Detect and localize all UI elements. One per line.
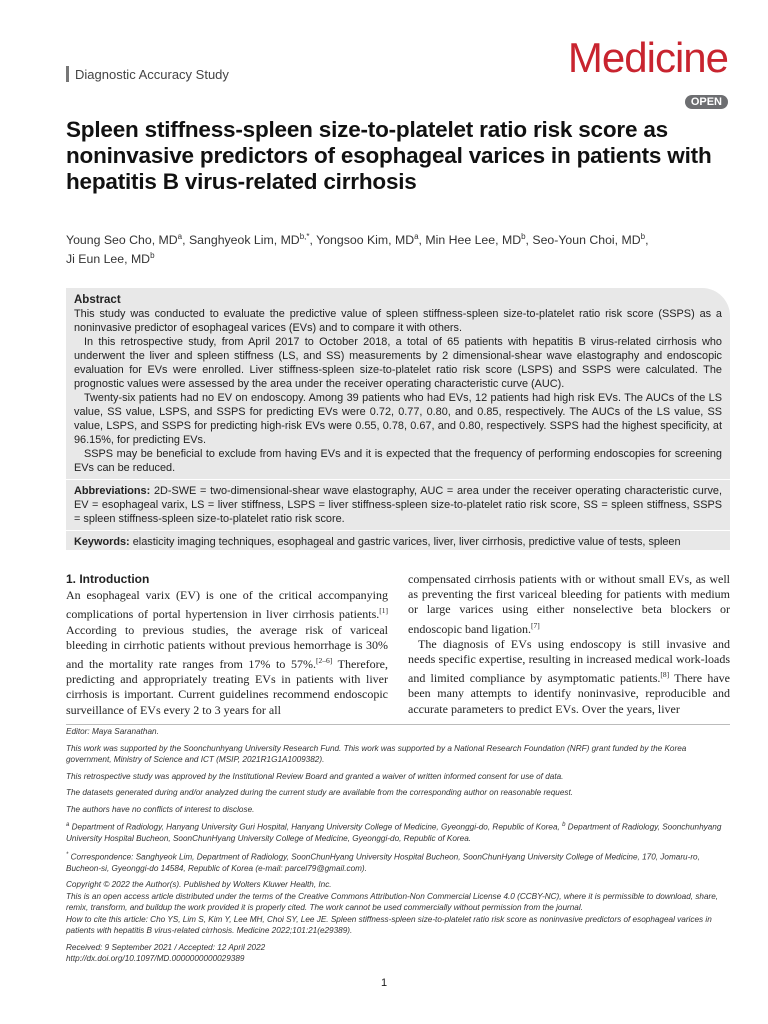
author: Yongsoo Kim, MD [316, 233, 415, 248]
footnote-divider [66, 724, 730, 725]
abstract-paragraph: Twenty-six patients had no EV on endoscopy. Among 39 patients who had EVs, 12 patients had high risk EVs. The AUCs of the LS value, SS value, LSPS, and SSPS for predicting EVs were 0.72, 0.77, 0.80, and 0.85, respectively. The AUCs of the LS value, SS value, LSPS, and SSPS for predicting high-risk EVs were 0.55, 0.78, 0.67, and 0.80, respectively. SSPS had the highest specificity, at 96.15%, for predicting EVs. [74, 392, 722, 446]
abstract-divider [66, 530, 730, 531]
footnote-funding: This work was supported by the Soonchunhyang University Research Fund. This work was supported by a National Research Foundation (NRF) grant funded by the Korea government, Ministry of Science and ICT (MSIP, 2021R1G1A1009382). [66, 743, 687, 764]
page-number: 1 [380, 977, 388, 989]
body-column-right [408, 572, 730, 717]
abstract-paragraph: SSPS may be beneficial to exclude from having EVs and it is expected that the frequency of performing endoscopies for screening EVs can be reduced. [74, 448, 722, 474]
footnote-affiliations: $^a$ Department of Radiology, Hanyang University Guri Hospital, Hanyang University College of Medicine, Gyeonggi-do, Republic of Korea, $^b$ Department of Radiology, Soonchunhyang University Hospital Bucheon, SoonChunHyang University College of Medicine, Gyeonggi-do, Republic of Korea. [66, 822, 722, 844]
footnote-copyright: Copyright © 2022 the Author(s). Published by Wolters Kluwer Health, Inc. [66, 880, 332, 890]
footnote-coi: The authors have no conflicts of interest to disclose. [66, 804, 255, 814]
footnote-editor: Editor: Maya Saranathan. [66, 727, 159, 736]
citation-link[interactable]: [8] [660, 670, 670, 680]
footnote-citation: How to cite this article: Cho YS, Lim S, Kim Y, Lee MH, Choi SY, Lee JE. Spleen stiffness-spleen size-to-platelet ratio risk score as noninvasive predictors of esophageal varices in patients with hepatitis B virus-related cirrhosis. Medicine 2022;101:21(e29389). [66, 914, 712, 936]
abstract-box [66, 288, 730, 550]
study-type-text: Diagnostic Accuracy Study [75, 66, 229, 82]
footnotes [66, 726, 730, 965]
citation-link[interactable]: [2–6] [316, 656, 333, 666]
doi-link[interactable]: http://dx.doi.org/10.1097/MD.0000000000029389 [66, 954, 245, 964]
footnote-data: The datasets generated during and/or analyzed during the current study are available from the corresponding author on reasonable request. [66, 788, 574, 797]
open-access-badge: OPEN [685, 95, 728, 109]
study-type-label [66, 66, 229, 82]
citation-link[interactable]: [1] [379, 606, 388, 616]
abstract-paragraph: This study was conducted to evaluate the predictive value of spleen stiffness-spleen size-to-platelet ratio risk score (SSPS) as a noninvasive predictor of esophageal varices (EVs) and to compare it with others. [74, 308, 722, 334]
author: Young Seo Cho, MD [66, 233, 178, 248]
footnote-irb: This retrospective study was approved by the Institutional Review Board and granted a waiver of written informed consent for use of data. [66, 771, 564, 781]
author: Sanghyeok Lim, MD [188, 233, 300, 248]
body-column-left [66, 572, 388, 718]
footnote-correspondence: * Correspondence: Sanghyeok Lim, Department of Radiology, SoonChunHyang University Hospital Bucheon, SoonChunHyang University College of Medicine, 170, Jomaru-ro, Bucheon-si, Gyeonggi-do 14584, Republic of Korea (e-mail: parcel79@gmail.com). [66, 851, 700, 873]
footnote-license: This is an open access article distributed under the terms of the Creative Commons Attribution-Non Commercial License 4.0 (CCBY-NC), where it is permissible to download, share, remix, transform, and buildup the work provided it is properly cited. The work cannot be used commercially without permission from the journal. [66, 891, 719, 913]
author: Min Hee Lee, MD [425, 233, 522, 248]
body-paragraph: The diagnosis of EVs using endoscopy is still invasive and needs specific expertise, resulting in increased medical work-loads and limited compliance by asymptomatic patients.[8] There have been many attempts to identify noninvasive, reproducible and accurate parameters to predict EVs. Over the years, liver [408, 636, 730, 716]
study-type-bar [66, 66, 69, 82]
abbreviations: Abbreviations: 2D-SWE = two-dimensional-shear wave elastography, AUC = area under the receiver operating characteristic curve, EV = esophageal varix, LS = liver stiffness, LSPS = liver stiffness-spleen size-to-platelet ratio risk score, SS = spleen stiffness, SSPS = spleen stiffness-spleen size-to-platelet ratio risk score. [74, 485, 722, 525]
author: Seo-Youn Choi, MD [532, 233, 641, 248]
abstract-heading: Abstract [74, 294, 121, 306]
section-heading: 1. Introduction [66, 572, 150, 586]
footnote-dates: Received: 9 September 2021 / Accepted: 12 April 2022 [66, 942, 266, 952]
abstract-paragraph: In this retrospective study, from April 2017 to October 2018, a total of 65 patients with hepatitis B virus-related cirrhosis who underwent the liver and spleen stiffness (LS, and SS) measurements by 2 dimensional-shear wave elastography and endoscopic evaluation for EVs were enrolled. Liver stiffness-spleen size-to-platelet ratio risk score (LSPS) and SSPS were calculated. The prognostic values were assessed by the area under the receiver operating characteristic curve (AUC). [74, 336, 722, 390]
author: Ji Eun Lee, MD [66, 252, 151, 267]
citation-link[interactable]: [7] [530, 620, 540, 630]
journal-logo[interactable]: Medicine [567, 34, 728, 81]
body-paragraph: An esophageal varix (EV) is one of the critical accompanying complications of portal hypertension in liver cirrhosis patients.[1] According to previous studies, the average risk of variceal bleeding in cirrhotic patients without previous hemorrhage is 30% and the mortality rate ranges from 17% to 57%.[2–6] Therefore, predicting and appropriately treating EVs in patients with liver cirrhosis is important. Current guidelines recommend endoscopic surveillance of EVs every 2 to 3 years for all [66, 588, 388, 717]
article-title: Spleen stiffness-spleen size-to-platelet ratio risk score as noninvasive predictors of esophageal varices in patients with hepatitis B virus-related cirrhosis [66, 117, 712, 194]
abstract-divider [66, 479, 730, 480]
author-list: Young Seo Cho, $MD^a$, Sanghyeok Lim, $MD^{b,*}$, Yongsoo Kim, $MD^a$, Min Hee Lee, $MD^b$, Seo-Youn Choi, $MD^b$, Ji Eun Lee, $MD^b$ [66, 232, 649, 267]
body-paragraph: compensated cirrhosis patients with or without small EVs, as well as preventing the first variceal bleeding for patients with medium or large varices using either nonselective beta blockers or endoscopic band ligation.[7] [408, 572, 730, 636]
keywords: Keywords: elasticity imaging techniques, esophageal and gastric varices, liver, liver cirrhosis, predictive value of tests, spleen [74, 536, 681, 548]
